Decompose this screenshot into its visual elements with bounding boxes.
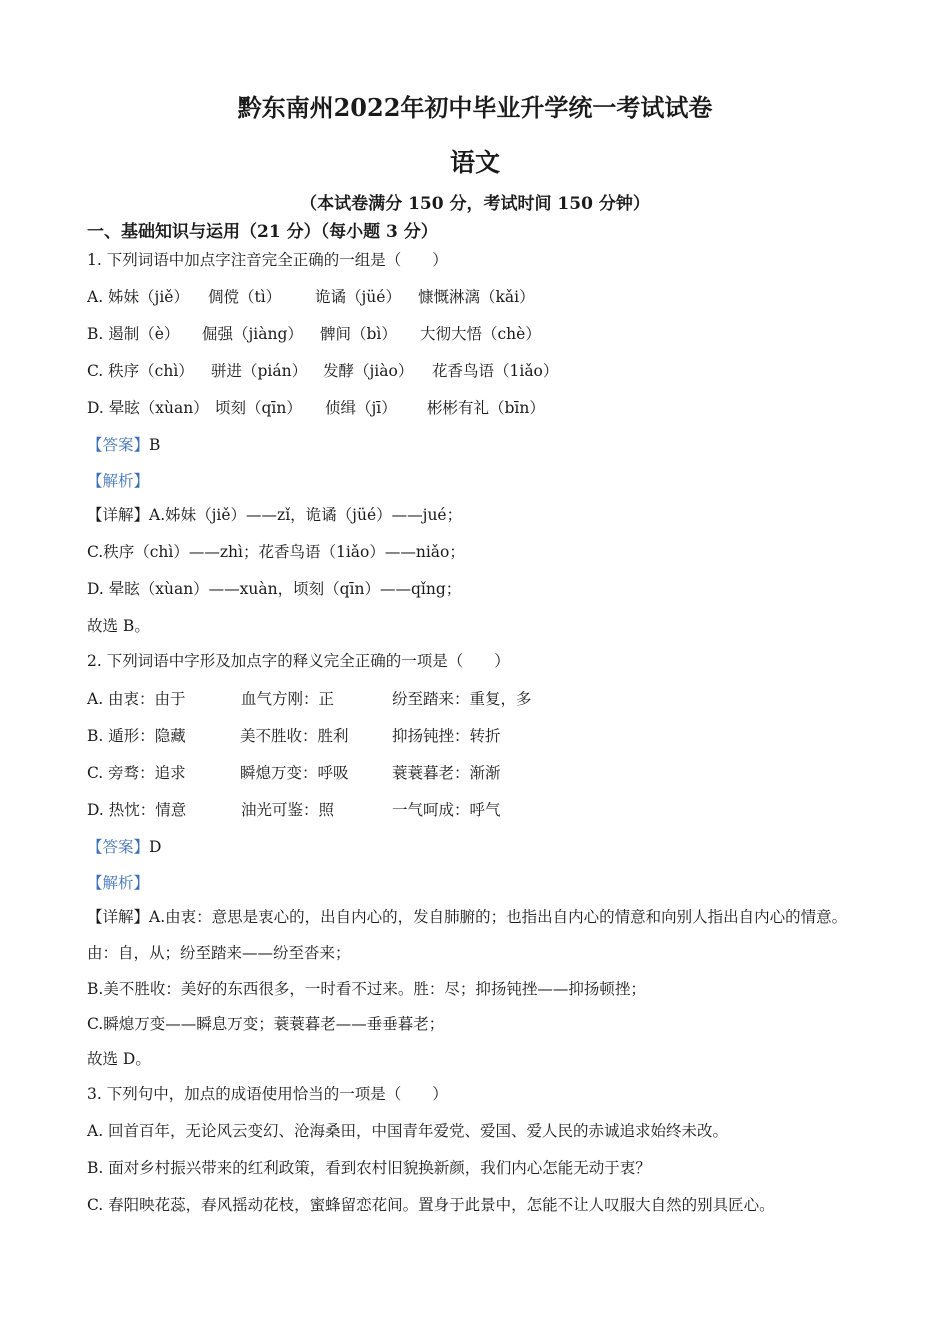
question-2-conclusion: 故选 D。 bbox=[87, 1050, 151, 1068]
question-3-stem: 3. 下列句中，加点的成语使用恰当的一项是（ ） bbox=[87, 1085, 448, 1103]
question-3-option-b: B. 面对乡村振兴带来的红利政策，看到农村旧貌换新颜，我们内心怎能无动于衷？ bbox=[87, 1159, 651, 1177]
question-3-option-a: A. 回首百年，无论风云变幻、沧海桑田，中国青年爱党、爱国、爱人民的赤诚追求始终未改。 bbox=[87, 1122, 729, 1140]
question-1-detail-2: C.秩序（chì）——zhì；花香鸟语（1iǎo）——niǎo； bbox=[87, 543, 465, 561]
question-1-conclusion: 故选 B。 bbox=[87, 617, 150, 635]
exam-title: 黔东南州2022年初中毕业升学统一考试试卷 bbox=[237, 93, 713, 122]
section-heading: 一、基础知识与运用（21 分）（每小题 3 分） bbox=[87, 222, 438, 242]
answer-value: D bbox=[149, 838, 162, 856]
analysis-tag: 【解析】 bbox=[87, 874, 150, 892]
question-1-stem: 1. 下列词语中加点字注音完全正确的一组是（ ） bbox=[87, 251, 448, 269]
exam-note: （本试卷满分 150 分，考试时间 150 分钟） bbox=[300, 194, 650, 214]
question-2-stem: 2. 下列词语中字形及加点字的释义完全正确的一项是（ ） bbox=[87, 652, 510, 670]
question-1-answer bbox=[87, 435, 160, 455]
question-1-detail-1: 【详解】A.姊妹（jiě）——zǐ，诡谲（jüé）——jué； bbox=[87, 506, 463, 524]
question-1-detail-3: D. 晕眩（xùan）——xuàn，顷刻（qīn）——qǐng； bbox=[87, 580, 462, 598]
question-3-option-c: C. 春阳映花蕊，春风摇动花枝，蜜蜂留恋花间。置身于此景中，怎能不让人叹服大自然的别具匠心。 bbox=[87, 1196, 775, 1214]
answer-tag: 【答案】 bbox=[87, 838, 150, 856]
question-2-detail-3: C.瞬熄万变——瞬息万变；蓑蓑暮老——垂垂暮老； bbox=[87, 1015, 445, 1033]
question-2-detail-2: B.美不胜收：美好的东西很多，一时看不过来。胜：尽；抑扬钝挫——抑扬顿挫； bbox=[87, 980, 646, 998]
question-2-answer bbox=[87, 837, 161, 857]
analysis-tag: 【解析】 bbox=[87, 472, 150, 490]
question-2-detail-1: 【详解】A.由衷：意思是衷心的，出自内心的，发自肺腑的；也指出自内心的情意和向别人指出自内心的情意。由：自，从；纷至踏来——纷至沓来； bbox=[87, 908, 848, 962]
subject-title: 语文 bbox=[449, 148, 500, 177]
exam-page: 黔东南州2022年初中毕业升学统一考试试卷 语文 （本试卷满分 150 分，考试时间 150 分钟） 一、基础知识与运用（21 分）（每小题 3 分） 1. 下列词语中加点字注音完全正确的一组是（ ） A. 姊妹（jiě） 倜傥（tì） 诡谲（jüé） 慷慨淋漓（kǎi） B. 遏制（è） 倔强（jiàng） 髀间（bì） 大彻大悟（chè） C. 秩序（chì） 骈进（pián） 发酵（jiào） 花香鸟语（1iǎo） D. 晕眩（xùan） 顷刻（qīn） 侦缉（jī） 彬彬有礼（bīn） 【答案】B 【解析】 【详解】A.姊妹（jiě）——zǐ，诡谲（jüé）——jué； C.秩序（chì）——zhì；花香鸟语（1iǎo）——niǎo； D. 晕眩（xùan）——xuàn，顷刻（qīn）——qǐng； 故选 B。 2. 下列词语中字形及加点字的释义完全正确的一项是（ ） A. 由衷：由于 血气方刚：正 纷至踏来：重复，多 B. 遁形：隐藏 美不胜收：胜利 抑扬钝挫：转折 C. 旁骛：追求 瞬熄万变：呼吸 蓑蓑暮老：渐渐 D. 热忱：情意 油光可鉴：照 一气呵成：呼气 【答案】D 【解析】 【详解】A.由衷：意思是衷心的，出自内心的，发自肺腑的；也指出自内心的情意和向别人指出自内心的情意。由：自，从；纷至踏来——纷至沓来； B.美不胜收：美好的东西很多，一时看不过来。胜：尽；抑扬钝挫——抑扬顿挫； C.瞬熄万变——瞬息万变；蓑蓑暮老——垂垂暮老； 故选 D。 3. 下列句中，加点的成语使用恰当的一项是（ ） A. 回首百年，无论风云变幻、沧海桑田，中国青年爱党、爱国、爱人民的赤诚追求始终未改。 B. 面对乡村振兴带来的红利政策，看到农村旧貌换新颜，我们内心怎能无动于衷？ C. 春阳映花蕊，春风摇动花枝，蜜蜂留恋花间。置身于此景中，怎能不让人叹服大自然的别具匠心。 bbox=[0, 0, 950, 1344]
answer-tag: 【答案】 bbox=[87, 436, 150, 454]
answer-value: B bbox=[149, 436, 161, 454]
